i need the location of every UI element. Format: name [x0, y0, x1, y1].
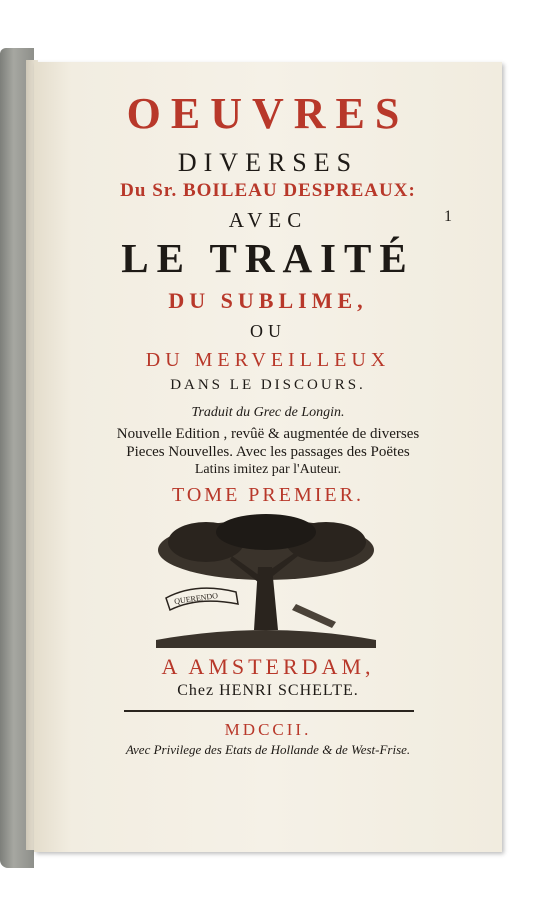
publisher-line: Chez HENRI SCHELTE. [177, 682, 359, 699]
title-diverses: DIVERSES [177, 148, 359, 177]
title-page [34, 62, 502, 852]
edition-line-1: Nouvelle Edition , revûë & augmentée de diverses [116, 426, 420, 442]
divider-rule [124, 710, 414, 712]
tree-woodcut-icon [146, 512, 386, 652]
banner-text: QUERENDO [173, 590, 219, 607]
le-traite-line: LE TRAITÉ [121, 235, 415, 281]
handwritten-mark: 1 [444, 208, 452, 225]
ou-line: OU [250, 321, 286, 341]
title-oeuvres: OEUVRES [126, 89, 410, 138]
merveilleux-line: DU MERVEILLEUX [145, 349, 391, 371]
tome-premier: TOME PREMIER. [172, 484, 364, 506]
edition-line-3: Latins imitez par l'Auteur. [194, 462, 342, 477]
author-line: Du Sr. BOILEAU DESPREAUX: [120, 180, 416, 201]
du-sublime-line: DU SUBLIME, [168, 288, 368, 313]
avec-line: AVEC [228, 208, 308, 232]
privilege-line: Avec Privilege des Etats de Hollande & de West-Frise. [125, 742, 411, 757]
discours-line: DANS LE DISCOURS. [170, 377, 366, 393]
translated-line: Traduit du Grec de Longin. [191, 405, 345, 420]
year-line: MDCCII. [224, 720, 312, 739]
edition-line-2: Pieces Nouvelles. Avec les passages des Poëtes [126, 444, 410, 460]
place-line: A AMSTERDAM, [161, 654, 375, 679]
